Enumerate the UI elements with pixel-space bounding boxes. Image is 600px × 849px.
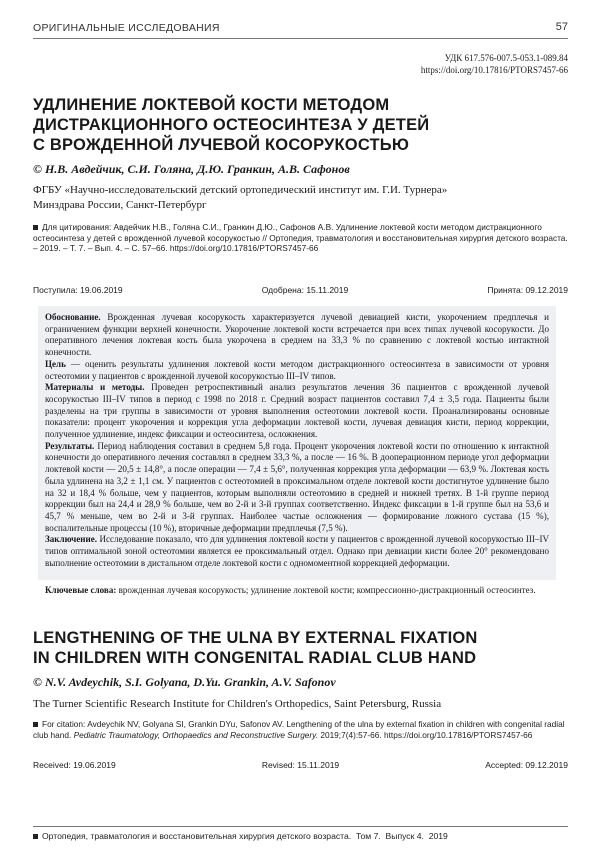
abstract-conclusion <box>45 534 549 569</box>
citation-en <box>33 719 568 740</box>
affiliation-en: The Turner Scientific Research Institute for Children's Orthopedics, Saint Petersburg, Russia <box>33 698 442 710</box>
authors-en: © N.V. Avdeychik, S.I. Golyana, D.Yu. Grankin, A.V. Safonov <box>33 675 336 689</box>
article-title-ru <box>33 95 573 155</box>
results-text: Период наблюдения составил в среднем 5,8 года. Процент укорочения локтевой кости по отношению к интактной конечности до оперативного лечения составлял в среднем 33,3 %, а после — 16 %. В дооперационном периоде угол деформации локтевой кости — 20,5 ± 14,8°, а после операции — 7,4 ± 5,6°, полученная коррекция угла деформации — 63,9 %. Локтевая кость была удлинена на 3,2 ± 1,1 см. У пациентов с остеотомией в проксимальном отделе локтевой кости достигнутое удлинение было на 32 и 18,4 % больше, чем у пациентов, которым выполняли остеотомию в средней и нижней третях. В 1-й группе период коррекции был на 24,4 и 28,9 % больше, чем во 2-й и 3-й группах соответственно. Индекс фиксации в 1-й группе был на 53,6 и 45,7 % меньше, чем во 2-й и 3-й группах. Наиболее частые осложнения — формирование ложного сустава (15 %), воспалительные процессы (10 %), вторичные деформации предплечья (7,5 %). <box>45 440 550 533</box>
running-header: ОРИГИНАЛЬНЫЕ ИССЛЕДОВАНИЯ <box>33 22 220 34</box>
bullet-square-icon <box>33 834 38 839</box>
results-label: Результаты. <box>45 440 95 451</box>
aim-text: — оценить результаты удлинения локтевой кости методом дистракционного остеосинтеза в зависимости от уровня остеотомии у пациентов с врожденной лучевой косорукостью III–IV типов. <box>45 358 549 381</box>
keywords-text: врожденная лучевая косорукость; удлинение локтевой кости; компрессионно-дистракционный остеосинтез. <box>118 585 536 595</box>
citation-journal: Pediatric Traumatology, Orthopaedics and Reconstructive Surgery. <box>73 729 319 740</box>
methods-label: Материалы и методы. <box>45 382 145 393</box>
doi-link[interactable]: https://doi.org/10.17816/PTORS7457-66 <box>420 65 568 75</box>
abstract-background <box>45 312 549 359</box>
title-line: УДЛИНЕНИЕ ЛОКТЕВОЙ КОСТИ МЕТОДОМ <box>33 96 390 114</box>
keywords-ru <box>45 585 555 597</box>
received-date: Received: 19.06.2019 <box>33 760 116 770</box>
header-rule <box>33 38 568 39</box>
revised-date: Revised: 15.11.2019 <box>261 760 340 770</box>
footer-volume: Том 7. <box>355 831 381 841</box>
affiliation-ru <box>33 183 573 213</box>
methods-text: Проведен ретроспективный анализ результатов лечения 36 пациентов с врожденной лучевой косорукостью III–IV типов в период с 1998 по 2018 г. Средний возраст пациентов составил 7,4 ± 3,5 года. Пациенты были разделены на три группы в зависимости от уровня выполнения остеотомии локтевой кости. Проанализированы основные показатели: процент укорочения и коррекция угла деформации локтевой кости, лучевая девиация кисти, период коррекции, полученное удлинение, индекс фиксации и остеосинтеза, осложнения. <box>45 382 549 440</box>
title-line: ДИСТРАКЦИОННОГО ОСТЕОСИНТЕЗА У ДЕТЕЙ <box>33 116 430 134</box>
authors-ru: © Н.В. Авдейчик, С.И. Голяна, Д.Ю. Гранкин, А.В. Сафонов <box>33 162 350 176</box>
revised-date: Одобрена: 15.11.2019 <box>261 285 349 295</box>
abstract-methods <box>45 382 549 441</box>
citation-ru <box>33 222 568 254</box>
footer-journal: Ортопедия, травматология и восстановительная хирургия детского возраста. <box>42 831 352 841</box>
title-line: IN CHILDREN WITH CONGENITAL RADIAL CLUB HAND <box>33 649 477 667</box>
citation-text: Для цитирования: Авдейчик Н.В., Голяна С.И., Гранкин Д.Ю., Сафонов А.В. Удлинение локтевой кости методом дистракционного остеосинтеза у детей с врожденной лучевой косорукостью // Ортопедия, травматология и восстановительная хирургия детского возраста. – 2019. – Т. 7. – Вып. 4. – С. 57–66. https://doi.org/10.17816/PTORS7457-66 <box>33 222 568 253</box>
dates-en <box>33 760 568 770</box>
background-text: Врожденная лучевая косорукость характеризуется лучевой девиацией кисти, укорочением предплечья и ограничением функции верхней конечности. Укорочение локтевой кости встречается при всех типах лучевой косорукости. До оперативного лечения локтевая кость была укорочена в среднем на 33,3 % по сравнению с локтевой костью интактной конечности. <box>45 312 549 358</box>
conclusion-text: Исследование показало, что для удлинения локтевой кости у пациентов с врожденной лучевой косорукостью III–IV типов оптимальной зоной остеотомии является ее проксимальный отдел. Однако при девиации кисти более 20° рекомендовано выполнение остеотомии в дистальном отделе локтевой кости с одномоментной коррекцией деформации. <box>45 534 549 568</box>
keywords-label: Ключевые слова: <box>45 585 117 595</box>
dates-ru <box>33 285 568 295</box>
accepted-date: Accepted: 09.12.2019 <box>485 760 568 770</box>
citation-text: For citation: Avdeychik NV, Golyana SI, Grankin DYu, Safonov AV. Lengthening of the ulna by external fixation in children with congenital radial club hand. <box>33 719 565 740</box>
title-line: LENGTHENING OF THE ULNA BY EXTERNAL FIXATION <box>33 629 478 647</box>
background-label: Обоснование. <box>45 312 101 322</box>
footer-rule <box>33 826 568 827</box>
footer-year: 2019 <box>428 831 448 841</box>
title-line: С ВРОЖДЕННОЙ ЛУЧЕВОЙ КОСОРУКОСТЬЮ <box>33 136 410 154</box>
article-title-en <box>33 628 573 668</box>
abstract-results <box>45 441 549 535</box>
citation-tail: 2019;7(4):57-66. https://doi.org/10.17816/PTORS7457-66 <box>320 729 533 740</box>
page-number: 57 <box>555 21 568 33</box>
affiliation-line: ФГБУ «Научно-исследовательский детский ортопедический институт им. Г.И. Турнера» <box>33 184 448 196</box>
bullet-square-icon <box>33 722 38 727</box>
abstract-aim <box>45 359 549 382</box>
conclusion-label: Заключение. <box>45 534 97 545</box>
bullet-square-icon <box>33 225 38 230</box>
received-date: Поступила: 19.06.2019 <box>33 285 123 295</box>
udk-code: УДК 617.576-007.5-053.1-089.84 <box>444 53 568 63</box>
accepted-date: Принята: 09.12.2019 <box>487 285 568 295</box>
journal-footer <box>33 831 448 841</box>
footer-issue: Выпуск 4. <box>385 831 424 841</box>
affiliation-line: Минздрава России, Санкт-Петербург <box>33 199 207 211</box>
udk-block <box>421 52 568 76</box>
abstract-box <box>38 306 556 580</box>
aim-label: Цель <box>45 358 66 369</box>
